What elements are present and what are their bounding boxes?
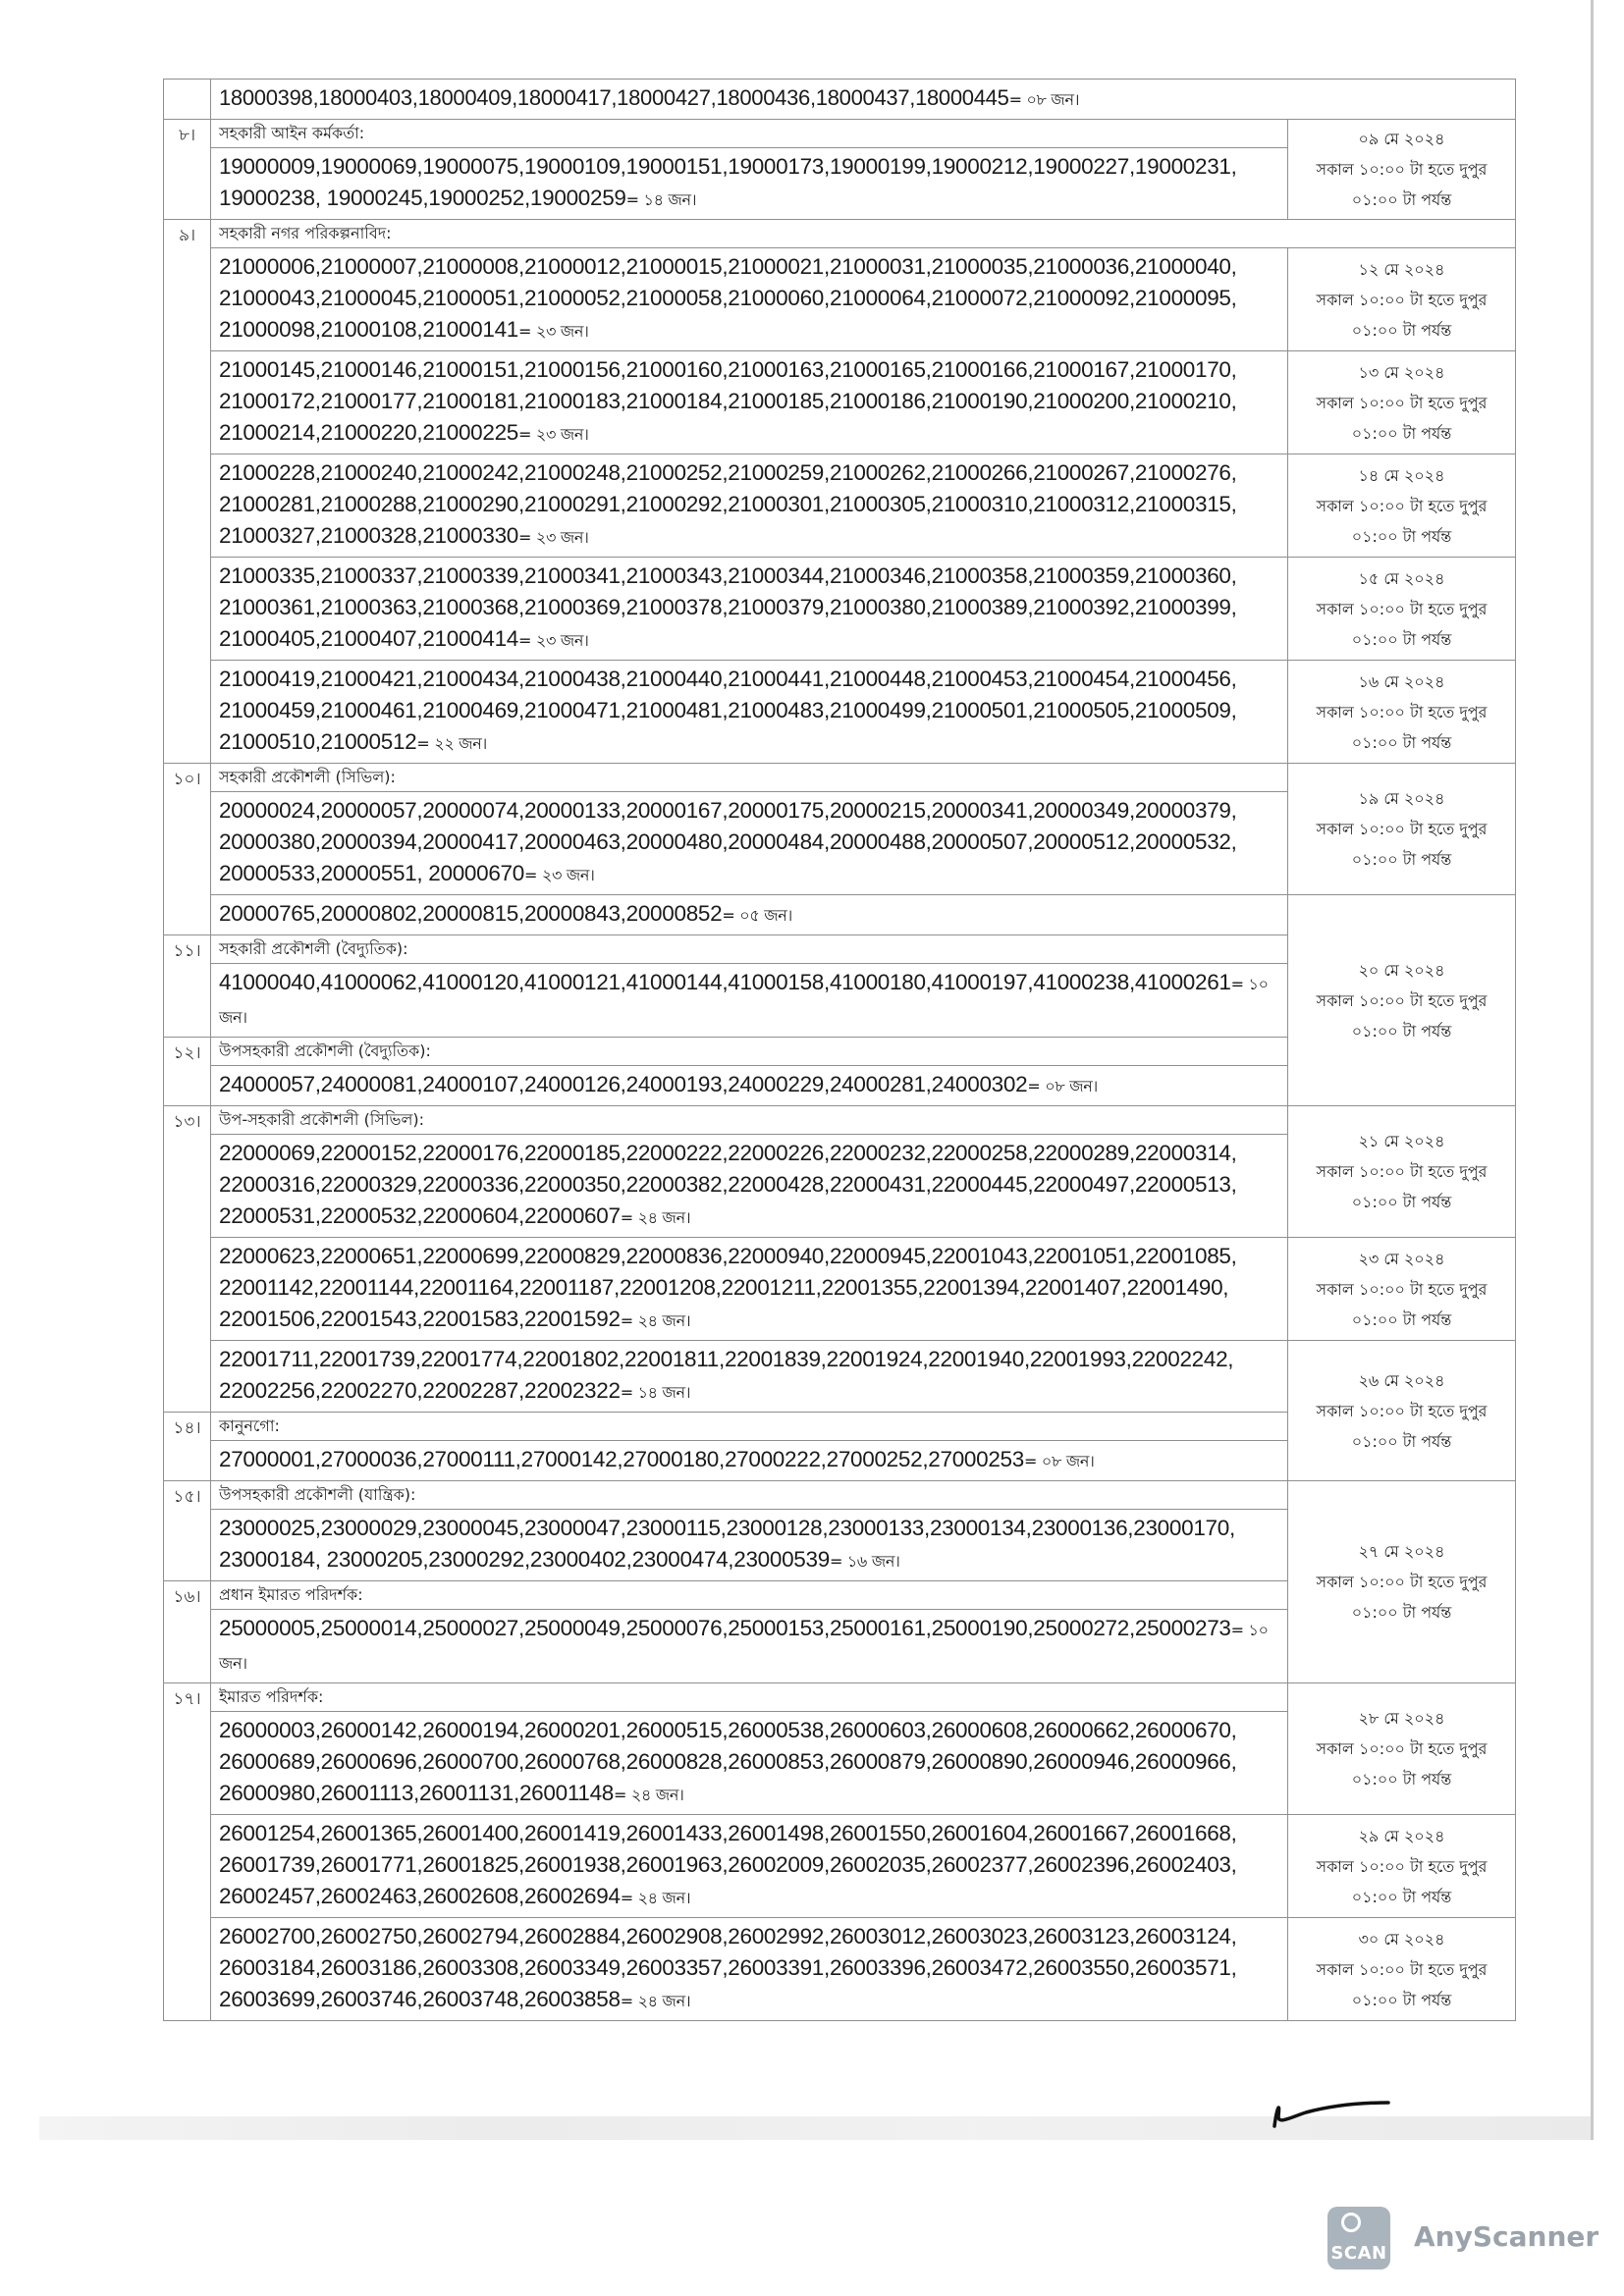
roll-list: 21000228,21000240,21000242,21000248,21000252,21000259,21000262,21000266,21000267,21000276, 21000281,21000288,21000290,21000291,21000292,21000301,21000305,21000310,21000312,21000315, 21000327,21000328,21000330= ২৩ জন। bbox=[211, 454, 1288, 558]
section-number: ৮। bbox=[164, 120, 211, 220]
post-title: সহকারী প্রকৌশলী (সিভিল): bbox=[211, 764, 1288, 792]
exam-schedule: ২৭ মে ২০২৪ সকাল ১০:০০ টা হতে দুপুর ০১:০০ টা পর্যন্ত bbox=[1288, 1481, 1516, 1683]
post-title: ইমারত পরিদর্শক: bbox=[211, 1683, 1288, 1712]
table-row bbox=[164, 1918, 1516, 2021]
roll-list: 20000765,20000802,20000815,20000843,20000852= ০৫ জন। bbox=[211, 895, 1288, 935]
table-row bbox=[164, 895, 1516, 935]
exam-schedule: ২৩ মে ২০২৪ সকাল ১০:০০ টা হতে দুপুর ০১:০০ টা পর্যন্ত bbox=[1288, 1238, 1516, 1341]
roll-list: 21000145,21000146,21000151,21000156,21000160,21000163,21000165,21000166,21000167,21000170, 21000172,21000177,21000181,21000183,21000184,21000185,21000186,21000190,21000200,21000210, 21000214,21000220,21000225= ২৩ জন। bbox=[211, 351, 1288, 454]
roll-list: 25000005,25000014,25000027,25000049,25000076,25000153,25000161,25000190,25000272,25000273= ১০ জন। bbox=[211, 1610, 1288, 1683]
roll-list: 22000623,22000651,22000699,22000829,22000836,22000940,22000945,22001043,22001051,22001085, 22001142,22001144,22001164,22001187,22001208,22001211,22001355,22001394,22001407,22001490, 22001506,22001543,22001583,22001592= ২৪ জন। bbox=[211, 1238, 1288, 1341]
row-number bbox=[164, 80, 211, 120]
section-number: ১৪। bbox=[164, 1413, 211, 1481]
section-number: ১০। bbox=[164, 764, 211, 935]
section-number: ৯। bbox=[164, 220, 211, 764]
post-title: উপ-সহকারী প্রকৌশলী (সিভিল): bbox=[211, 1106, 1288, 1135]
table-row bbox=[164, 248, 1516, 351]
section-number: ১৭। bbox=[164, 1683, 211, 2021]
table-row bbox=[164, 351, 1516, 454]
section-number: ১৫। bbox=[164, 1481, 211, 1581]
roll-list: 21000335,21000337,21000339,21000341,21000343,21000344,21000346,21000358,21000359,21000360, 21000361,21000363,21000368,21000369,21000378,21000379,21000380,21000389,21000392,21000399, 21000405,21000407,21000414= ২৩ জন। bbox=[211, 558, 1288, 661]
post-title: কানুনগো: bbox=[211, 1413, 1288, 1441]
roll-list: 27000001,27000036,27000111,27000142,27000180,27000222,27000252,27000253= ০৮ জন। bbox=[211, 1441, 1288, 1481]
exam-schedule: ১২ মে ২০২৪ সকাল ১০:০০ টা হতে দুপুর ০১:০০ টা পর্যন্ত bbox=[1288, 248, 1516, 351]
page-edge bbox=[1591, 0, 1594, 2140]
roll-list: 26000003,26000142,26000194,26000201,26000515,26000538,26000603,26000608,26000662,26000670, 26000689,26000696,26000700,26000768,26000828,26000853,26000879,26000890,26000946,26000966, 26000980,26001113,26001131,26001148= ২৪ জন। bbox=[211, 1712, 1288, 1815]
roll-list: 19000009,19000069,19000075,19000109,19000151,19000173,19000199,19000212,19000227,19000231, 19000238, 19000245,19000252,19000259= ১৪ জন। bbox=[211, 148, 1288, 220]
exam-schedule: ২৯ মে ২০২৪ সকাল ১০:০০ টা হতে দুপুর ০১:০০ টা পর্যন্ত bbox=[1288, 1815, 1516, 1918]
section-number: ১১। bbox=[164, 935, 211, 1038]
section-row bbox=[164, 1481, 1516, 1510]
post-title: সহকারী নগর পরিকল্পনাবিদ: bbox=[211, 220, 1516, 248]
roll-list: 22001711,22001739,22001774,22001802,22001811,22001839,22001924,22001940,22001993,22002242, 22002256,22002270,22002287,22002322= ১৪ জন। bbox=[211, 1341, 1288, 1413]
roll-list: 24000057,24000081,24000107,24000126,24000193,24000229,24000281,24000302= ০৮ জন। bbox=[211, 1066, 1288, 1106]
section-row bbox=[164, 120, 1516, 148]
exam-schedule: ১৬ মে ২০২৪ সকাল ১০:০০ টা হতে দুপুর ০১:০০ টা পর্যন্ত bbox=[1288, 661, 1516, 764]
signature-mark bbox=[1267, 2091, 1394, 2130]
section-row bbox=[164, 764, 1516, 792]
roll-list: 22000069,22000152,22000176,22000185,22000222,22000226,22000232,22000258,22000289,22000314, 22000316,22000329,22000336,22000350,22000382,22000428,22000431,22000445,22000497,22000513, 22000531,22000532,22000604,22000607= ২৪ জন। bbox=[211, 1135, 1288, 1238]
app-name: AnyScanner bbox=[1414, 2220, 1599, 2253]
exam-schedule: ০৯ মে ২০২৪ সকাল ১০:০০ টা হতে দুপুর ০১:০০ টা পর্যন্ত bbox=[1288, 120, 1516, 220]
exam-schedule: ১৯ মে ২০২৪ সকাল ১০:০০ টা হতে দুপুর ০১:০০ টা পর্যন্ত bbox=[1288, 764, 1516, 895]
post-title: প্রধান ইমারত পরিদর্শক: bbox=[211, 1581, 1288, 1610]
roll-list: 21000006,21000007,21000008,21000012,21000015,21000021,21000031,21000035,21000036,21000040, 21000043,21000045,21000051,21000052,21000058,21000060,21000064,21000072,21000092,21000095, 21000098,21000108,21000141= ২৩ জন। bbox=[211, 248, 1288, 351]
table-row bbox=[164, 558, 1516, 661]
app-watermark bbox=[1327, 2207, 1599, 2269]
roll-list: 26002700,26002750,26002794,26002884,26002908,26002992,26003012,26003023,26003123,26003124, 26003184,26003186,26003308,26003349,26003357,26003391,26003396,26003472,26003550,26003571, 26003699,26003746,26003748,26003858= ২৪ জন। bbox=[211, 1918, 1288, 2021]
roll-list: 26001254,26001365,26001400,26001419,26001433,26001498,26001550,26001604,26001667,26001668, 26001739,26001771,26001825,26001938,26001963,26002009,26002035,26002377,26002396,26002403, 26002457,26002463,26002608,26002694= ২৪ জন। bbox=[211, 1815, 1288, 1918]
roll-list: 20000024,20000057,20000074,20000133,20000167,20000175,20000215,20000341,20000349,20000379, 20000380,20000394,20000417,20000463,20000480,20000484,20000488,20000507,20000512,20000532, 20000533,20000551, 20000670= ২৩ জন। bbox=[211, 792, 1288, 895]
post-title: সহকারী প্রকৌশলী (বৈদ্যুতিক): bbox=[211, 935, 1288, 964]
exam-schedule: ২৮ মে ২০২৪ সকাল ১০:০০ টা হতে দুপুর ০১:০০ টা পর্যন্ত bbox=[1288, 1683, 1516, 1815]
roll-list: 21000419,21000421,21000434,21000438,21000440,21000441,21000448,21000453,21000454,21000456, 21000459,21000461,21000469,21000471,21000481,21000483,21000499,21000501,21000505,21000509, 21000510,21000512= ২২ জন। bbox=[211, 661, 1288, 764]
table-row bbox=[164, 661, 1516, 764]
roll-list: 41000040,41000062,41000120,41000121,41000144,41000158,41000180,41000197,41000238,41000261= ১০ জন। bbox=[211, 964, 1288, 1038]
section-row bbox=[164, 1106, 1516, 1135]
table-row bbox=[164, 80, 1516, 120]
post-title: সহকারী আইন কর্মকর্তা: bbox=[211, 120, 1288, 148]
exam-schedule: ১৫ মে ২০২৪ সকাল ১০:০০ টা হতে দুপুর ০১:০০ টা পর্যন্ত bbox=[1288, 558, 1516, 661]
roll-list: 23000025,23000029,23000045,23000047,23000115,23000128,23000133,23000134,23000136,23000170, 23000184, 23000205,23000292,23000402,23000474,23000539= ১৬ জন। bbox=[211, 1510, 1288, 1581]
scanner-logo-icon: SCAN bbox=[1327, 2207, 1390, 2269]
section-number: ১৬। bbox=[164, 1581, 211, 1683]
schedule-table bbox=[163, 79, 1516, 2021]
exam-schedule: ২১ মে ২০২৪ সকাল ১০:০০ টা হতে দুপুর ০১:০০ টা পর্যন্ত bbox=[1288, 1106, 1516, 1238]
exam-schedule: ১৪ মে ২০২৪ সকাল ১০:০০ টা হতে দুপুর ০১:০০ টা পর্যন্ত bbox=[1288, 454, 1516, 558]
exam-schedule: ৩০ মে ২০২৪ সকাল ১০:০০ টা হতে দুপুর ০১:০০ টা পর্যন্ত bbox=[1288, 1918, 1516, 2021]
post-title: উপসহকারী প্রকৌশলী (বৈদ্যুতিক): bbox=[211, 1038, 1288, 1066]
section-row bbox=[164, 1683, 1516, 1712]
post-title: উপসহকারী প্রকৌশলী (যান্ত্রিক): bbox=[211, 1481, 1288, 1510]
table-row bbox=[164, 1341, 1516, 1413]
exam-schedule: ২০ মে ২০২৪ সকাল ১০:০০ টা হতে দুপুর ০১:০০ টা পর্যন্ত bbox=[1288, 895, 1516, 1106]
section-number: ১২। bbox=[164, 1038, 211, 1106]
table-row bbox=[164, 454, 1516, 558]
roll-list: 18000398,18000403,18000409,18000417,18000427,18000436,18000437,18000445= ০৮ জন। bbox=[211, 80, 1516, 120]
section-number: ১৩। bbox=[164, 1106, 211, 1413]
section-row bbox=[164, 220, 1516, 248]
table-row bbox=[164, 1815, 1516, 1918]
exam-schedule: ১৩ মে ২০২৪ সকাল ১০:০০ টা হতে দুপুর ০১:০০ টা পর্যন্ত bbox=[1288, 351, 1516, 454]
table-row bbox=[164, 1238, 1516, 1341]
exam-schedule: ২৬ মে ২০২৪ সকাল ১০:০০ টা হতে দুপুর ০১:০০ টা পর্যন্ত bbox=[1288, 1341, 1516, 1481]
